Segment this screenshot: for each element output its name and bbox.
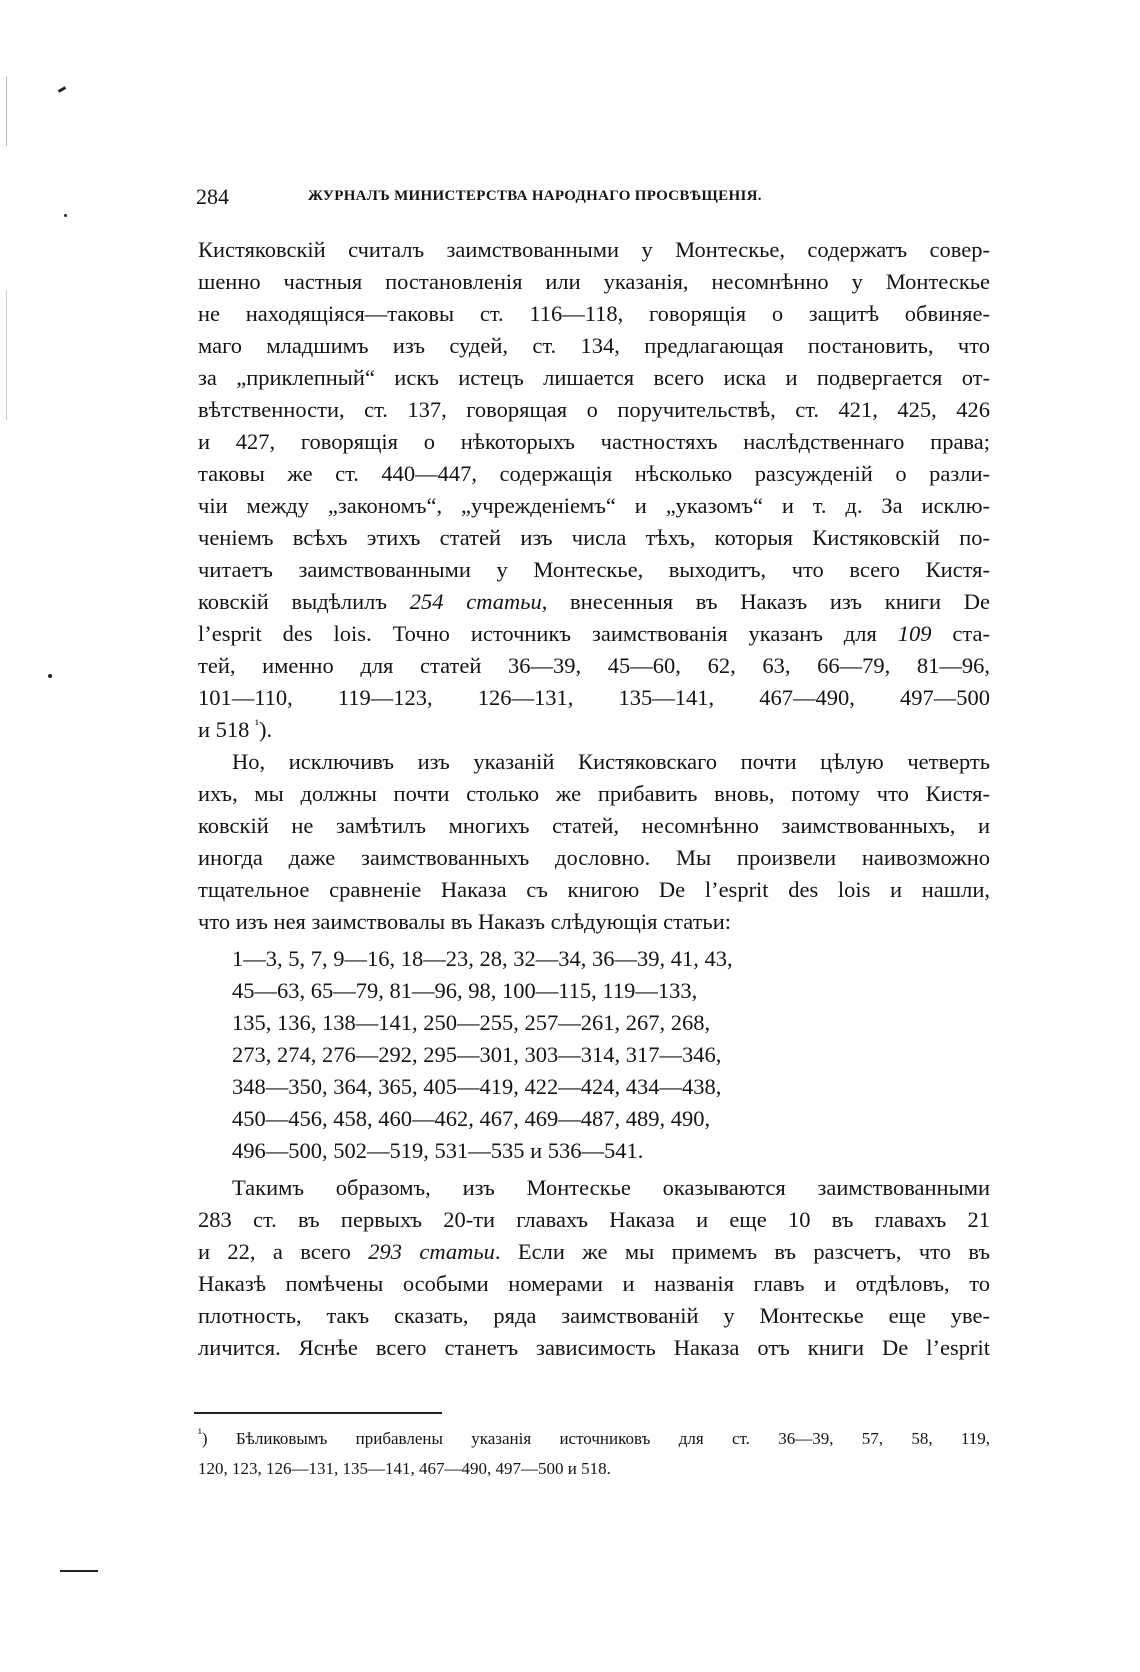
text-line: чіи между „закономъ“, „учрежденіемъ“ и „указомъ“ и т. д. За исклю- bbox=[198, 493, 990, 518]
text-run: ста- bbox=[931, 621, 990, 646]
paragraph-3 bbox=[198, 1172, 990, 1364]
text-line: ковскій не замѣтилъ многихъ статей, несомнѣнно заимствованныхъ, и bbox=[198, 813, 990, 838]
text-line bbox=[198, 586, 990, 618]
italic-run: 254 статьи bbox=[409, 589, 542, 614]
text-line: шенно частныя постановленія или указанія, несомнѣнно у Монтескье bbox=[198, 269, 990, 294]
text-run: ). bbox=[258, 717, 273, 742]
text-line: тей, именно для статей 36—39, 45—60, 62, 63, 66—79, 81—96, bbox=[198, 653, 990, 678]
text-line: таковы же ст. 440—447, содержащія нѣсколько разсужденій о разли- bbox=[198, 461, 990, 486]
scan-mark bbox=[58, 86, 66, 93]
text-run: . Если же мы примемъ въ разсчетъ, что въ bbox=[494, 1239, 990, 1264]
text-line: читаетъ заимствованными у Монтескье, выходитъ, что всего Кистя- bbox=[198, 557, 990, 582]
list-line: 135, 136, 138—141, 250—255, 257—261, 267, 268, bbox=[232, 1010, 711, 1035]
text-run: l’esprit des lois. Точно источникъ заимствованія указанъ для bbox=[198, 621, 898, 646]
italic-run: 293 статьи bbox=[368, 1239, 495, 1264]
article-number-list bbox=[232, 943, 932, 1167]
footnote-text: ) Бѣликовымъ прибавлены указанія источниковъ для ст. 36—39, 57, 58, 119, bbox=[201, 1429, 990, 1448]
text-line: и 427, говорящія о нѣкоторыхъ частностяхъ наслѣдственнаго права; bbox=[198, 429, 990, 454]
scan-mark bbox=[6, 290, 7, 420]
footnote-line bbox=[198, 1424, 990, 1454]
text-line: ченіемъ всѣхъ этихъ статей изъ числа тѣхъ, которыя Кистяковскій по- bbox=[198, 525, 990, 550]
list-line: 450—456, 458, 460—462, 467, 469—487, 489, 490, bbox=[232, 1106, 711, 1131]
text-line bbox=[198, 1236, 990, 1268]
text-run: ковскій выдѣлилъ bbox=[198, 589, 410, 614]
scan-mark bbox=[60, 1570, 98, 1572]
footnote-divider bbox=[194, 1412, 442, 1414]
text-line bbox=[198, 618, 990, 650]
text-line: иногда даже заимствованныхъ дословно. Мы произвели наивозможно bbox=[198, 845, 990, 870]
text-run: , внесенныя въ Наказъ изъ книги De bbox=[541, 589, 990, 614]
page-number: 284 bbox=[196, 184, 229, 209]
list-line: 348—350, 364, 365, 405—419, 422—424, 434—438, bbox=[232, 1074, 722, 1099]
paragraph-1 bbox=[198, 234, 990, 938]
text-run: и 22, а всего bbox=[198, 1239, 369, 1264]
footnote-marker: ¹ bbox=[198, 1425, 202, 1441]
text-line: маго младшимъ изъ судей, ст. 134, предлагающая постановить, что bbox=[198, 333, 990, 358]
list-line: 496—500, 502—519, 531—535 и 536—541. bbox=[232, 1138, 644, 1163]
text-line: 101—110, 119—123, 126—131, 135—141, 467—490, 497—500 bbox=[198, 685, 990, 710]
list-line: 273, 274, 276—292, 295—301, 303—314, 317—346, bbox=[232, 1042, 722, 1067]
italic-run: 109 bbox=[897, 621, 932, 646]
text-line: что изъ нея заимствовалы въ Наказъ слѣдующія статьи: bbox=[198, 909, 731, 934]
text-line: Такимъ образомъ, изъ Монтескье оказываются заимствованными bbox=[232, 1175, 990, 1200]
text-line: плотность, такъ сказать, ряда заимствованій у Монтескье еще уве- bbox=[198, 1303, 990, 1328]
text-line: вѣтственности, ст. 137, говорящая о поручительствѣ, ст. 421, 425, 426 bbox=[198, 397, 990, 422]
text-line: личится. Яснѣе всего станетъ зависимость Наказа отъ книги De l’esprit bbox=[198, 1335, 990, 1360]
scan-mark bbox=[48, 674, 52, 678]
page-header bbox=[196, 184, 986, 214]
text-line: не находящіяся—таковы ст. 116—118, говорящія о защитѣ обвиняе- bbox=[198, 301, 990, 326]
text-line: за „приклепный“ искъ истецъ лишается всего иска и подвергается от- bbox=[198, 365, 990, 390]
scan-mark bbox=[6, 76, 7, 146]
scan-mark bbox=[64, 214, 67, 217]
list-line: 45—63, 65—79, 81—96, 98, 100—115, 119—133, bbox=[232, 978, 698, 1003]
text-line bbox=[198, 714, 990, 746]
text-line: Наказѣ помѣчены особыми номерами и названія главъ и отдѣловъ, то bbox=[198, 1271, 990, 1296]
footnote-ref[interactable]: ¹ bbox=[255, 716, 259, 732]
text-line: ихъ, мы должны почти столько же прибавить вновь, потому что Кистя- bbox=[198, 781, 990, 806]
footnote bbox=[198, 1424, 990, 1484]
list-line: 1—3, 5, 7, 9—16, 18—23, 28, 32—34, 36—39, 41, 43, bbox=[232, 946, 733, 971]
text-line: 283 ст. въ первыхъ 20-ти главахъ Наказа и еще 10 въ главахъ 21 bbox=[198, 1207, 990, 1232]
text-line: тщательное сравненіе Наказа съ книгою De l’esprit des lois и нашли, bbox=[198, 877, 990, 902]
running-title: ЖУРНАЛЪ МИНИСТЕРСТВА НАРОДНАГО ПРОСВѢЩЕНІЯ. bbox=[308, 188, 762, 204]
footnote-line: 120, 123, 126—131, 135—141, 467—490, 497—500 и 518. bbox=[198, 1459, 611, 1478]
text-run: и 518 bbox=[198, 717, 256, 742]
text-line: Но, исключивъ изъ указаній Кистяковскаго почти цѣлую четверть bbox=[232, 749, 990, 774]
text-line: Кистяковскій считалъ заимствованными у Монтескье, содержатъ совер- bbox=[198, 237, 990, 262]
